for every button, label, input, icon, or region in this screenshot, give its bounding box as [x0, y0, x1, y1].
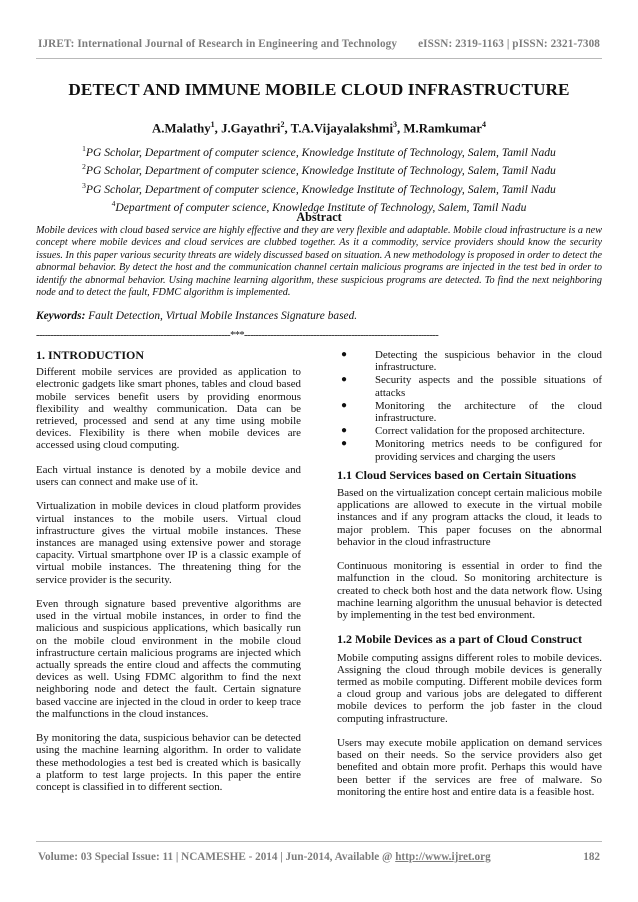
bullet-icon: ● [341, 374, 348, 386]
paragraph: Each virtual instance is denoted by a mobile device and users can connect and make use of it. [36, 463, 301, 489]
paragraph: By monitoring the data, suspicious behavior can be detected using the machine learning algorithm. In order to validate these methodologies a test bed is created which is basically a platform to test large projects. In this paper the entire concept is classified in to different section. [36, 732, 301, 794]
bullet-icon: ● [341, 425, 348, 437]
author-name: T.A.Vijayalakshmi [290, 121, 394, 136]
list-item: ● Monitoring metrics needs to be configured for providing services and charging the users [341, 438, 602, 463]
footer-divider [36, 841, 602, 842]
affiliation: $^3$PG Scholar, Department of computer science, Knowledge Institute of Technology, Salem, Tamil Nadu [82, 180, 556, 196]
list-item: ● Correct validation for the proposed architecture. [341, 425, 585, 438]
left-column [36, 349, 301, 805]
author-list: A.Malathy$^1$, J.Gayathri$^2$, T.A.Vijayalakshmi$^3$, M.Ramkumar$^4$ [152, 120, 486, 136]
paragraph: Mobile computing assigns different roles to mobile devices. Assigning the cloud through mobile devices is generally termed as mobile computing. Different mobile devices form a cloud group and various jobs are delegated to different mobile devices to perform the job faster in the cloud computing infrastructure. [337, 651, 602, 725]
author-sup: 3 [393, 120, 398, 129]
running-header [38, 38, 600, 50]
author-name: M.Ramkumar [403, 121, 482, 136]
section-heading-introduction: 1. INTRODUCTION [36, 348, 145, 362]
header-divider [36, 58, 602, 59]
list-item: ● Detecting the suspicious behavior in the cloud infrastructure. [341, 349, 602, 374]
author-name: J.Gayathri [221, 121, 281, 136]
journal-name: IJRET: International Journal of Research in Engineering and Technology [38, 38, 398, 50]
affiliation: $^2$PG Scholar, Department of computer science, Knowledge Institute of Technology, Salem, Tamil Nadu [82, 162, 556, 178]
bullet-icon: ● [341, 399, 348, 411]
page-number: 182 [583, 851, 600, 863]
abstract-heading: Abstract [296, 210, 342, 224]
issn-info: eISSN: 2319-1163 | pISSN: 2321-7308 [418, 38, 600, 50]
paragraph: Even through signature based preventive algorithms are used in the virtual mobile instances, in order to find the malicious and suspicious applications, which basically run on the mobile cloud environment in the mobile cloud infrastructure certain malicious programs are injected which actually spreads the entire cloud and affects the commuting devices as well. Using FDMC algorithm to find the next neighboring node and detect the fault. Certain signature based vaccine are injected in the cloud in order to keep trace the malfunctions in the cloud instances. [36, 598, 301, 720]
keywords-label: Keywords: [36, 310, 86, 322]
paragraph: Users may execute mobile application on demand services based on their needs. So the service providers also get benefited and obtain more profit. Perhaps this would have been better if the services are free of malware. So monitoring the entire host and entire data is a feasible host. [337, 737, 602, 798]
running-footer [38, 851, 600, 863]
section-heading-1-1: 1.1 Cloud Services based on Certain Situations [337, 467, 577, 482]
paper-title: DETECT AND IMMUNE MOBILE CLOUD INFRASTRUCTURE [68, 80, 570, 99]
abstract-text: Mobile devices with cloud based service are highly effective and they are very flexible and adaptable. Mobile cloud infrastructure is a new concept where mobile devices and cloud services are clubbed together. As it a commodity, service providers should know the security issues. In this paper various security threats are widely discussed based on situation. A new methodology is proposed in order to detect the abnormal behavior. By detect the host and the communication channel certain malicious programs are injected in the test bed in order to identify the abnormal behavior. Using machine learning algorithm, these suspicious programs are detected. To find the next neighboring node and to detect the fault, FDMC algorithm is implemented. [36, 225, 602, 299]
paragraph: Based on the virtualization concept certain malicious mobile applications are allowed to execute in the virtual mobile instances and if any program attacks the cloud, it leads to major problem. This paper focuses on the abnormal behavior in the cloud infrastructure [337, 487, 602, 548]
bullet-icon: ● [341, 438, 348, 450]
keywords [36, 310, 602, 322]
section-heading-1-2: 1.2 Mobile Devices as a part of Cloud Construct [337, 632, 582, 647]
author-sup: 4 [481, 120, 486, 129]
journal-link[interactable]: http://www.ijret.org [395, 851, 491, 863]
list-item: ● Monitoring the architecture of the cloud infrastructure. [341, 399, 602, 425]
paragraph: Continuous monitoring is essential in order to find the malfunction in the cloud. So monitoring architecture is created to check both host and the data network flow. Using machine learning algorithm the unusual behavior is detected by implementing in the test bed environment. [337, 560, 602, 622]
author-sup: 1 [210, 120, 215, 129]
author-name: A.Malathy [152, 121, 211, 136]
bullet-icon: ● [341, 349, 348, 360]
right-column [337, 349, 602, 810]
affiliation-list [30, 142, 608, 215]
list-item: ● Security aspects and the possible situations of attacks [341, 374, 602, 399]
author-sup: 2 [280, 120, 285, 129]
section-separator: -------------------------------------------------------------------***------------------------------------------------------------------- [36, 330, 439, 341]
keywords-text: Fault Detection, Virtual Mobile Instances Signature based. [88, 310, 358, 322]
affiliation: $^1$PG Scholar, Department of computer science, Knowledge Institute of Technology, Salem, Tamil Nadu [82, 144, 556, 159]
paragraph: Different mobile services are provided as application to electronic gadgets like smart phones, tables and cloud based mobile services benefit users by providing enormous flexibility and wealthy communication. Data can be retrieved, processed and send at any time using mobile devices. Flexibility is there when mobile devices are accessed using cloud computing. [36, 366, 301, 452]
paragraph: Virtualization in mobile devices in cloud platform provides virtual instances to the mobile users. Virtual cloud infrastructure gives the virtual mobile instances. These instances are managed using extensive power and storage capacity. Virtual smartphone over IP is a classic example of virtual mobile instances. The threatening thing for the service provider is the security. [36, 500, 301, 586]
footer-volume-info: Volume: 03 Special Issue: 11 | NCAMESHE - 2014 | Jun-2014, Available @ http://www.ijret.org [38, 851, 491, 863]
bullet-list [337, 349, 602, 463]
affiliation: $^4$Department of computer science, Knowledge Institute of Technology, Salem, Tamil Nadu [111, 198, 527, 214]
